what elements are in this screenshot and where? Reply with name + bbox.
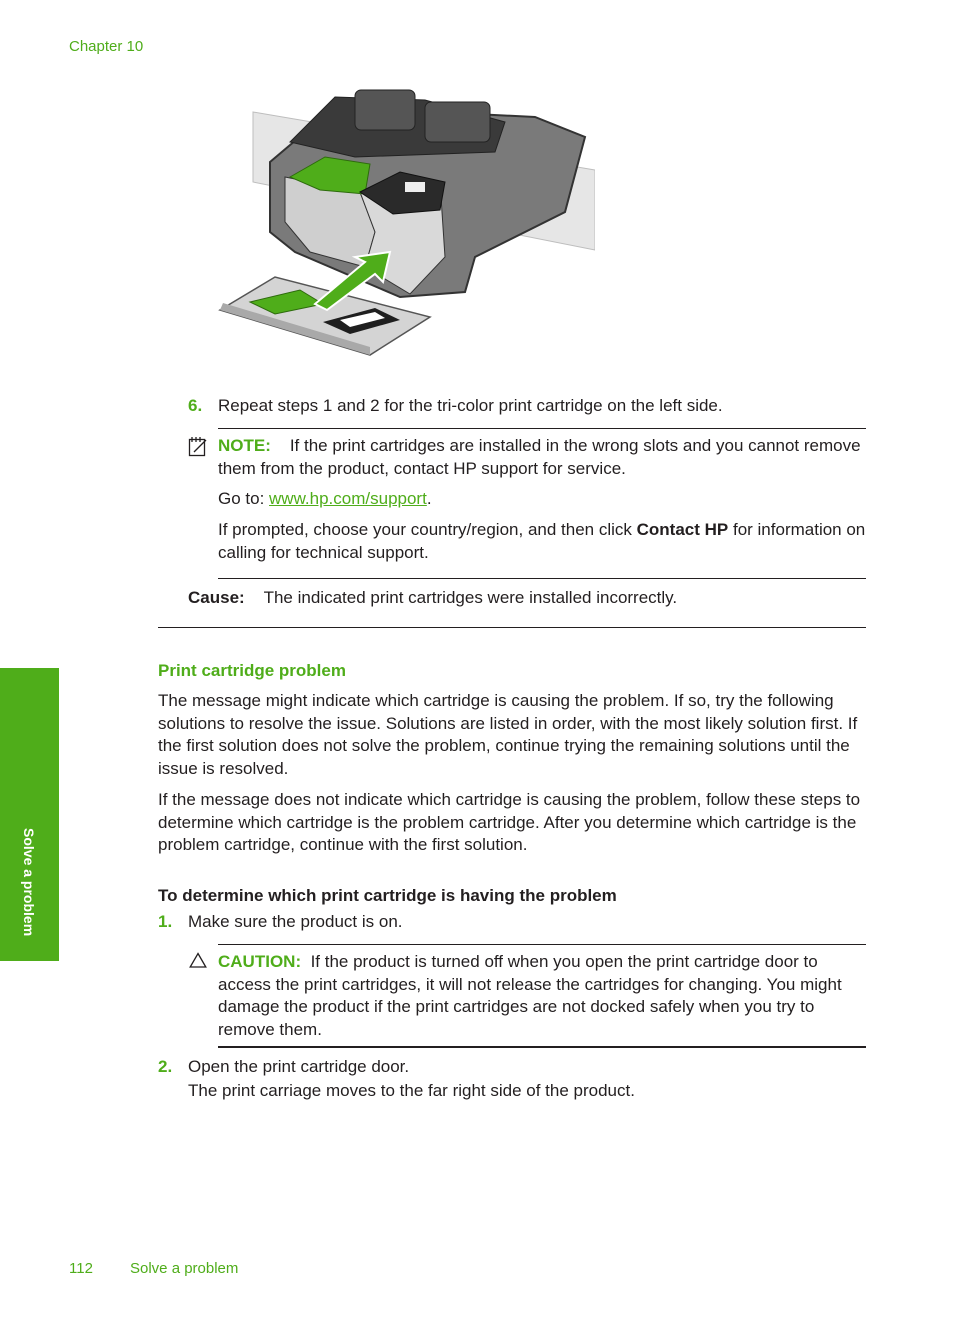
section-paragraph-2: If the message does not indicate which cartridge is causing the problem, follow these steps to determine which cartridge is the problem cartridge. After you determine which cartridge is the problem cartridge, continue with the first solution.	[158, 790, 861, 854]
procedure-title: To determine which print cartridge is having the problem	[158, 886, 617, 905]
note-icon	[188, 436, 208, 458]
caution-bottom-rule	[218, 1046, 866, 1048]
step-number: 6.	[188, 396, 203, 415]
step-1-number: 1.	[158, 912, 173, 931]
note-text: If the print cartridges are installed in the wrong slots and you cannot remove them from the product, contact HP support for service.	[218, 436, 861, 478]
footer-title: Solve a problem	[130, 1260, 239, 1277]
step-2-text: Open the print cartridge door.	[188, 1057, 410, 1076]
caution-top-rule	[218, 944, 866, 945]
cause-text: The indicated print cartridges were installed incorrectly.	[263, 588, 678, 607]
prompted-prefix: If prompted, choose your country/region, and then click	[218, 520, 637, 539]
caution-label: CAUTION:	[218, 952, 302, 971]
caution-triangle-icon	[189, 952, 207, 968]
section-title: Print cartridge problem	[158, 661, 346, 680]
step-1-text: Make sure the product is on.	[188, 912, 403, 931]
caution-text: If the product is turned off when you open the print cartridge door to access the print cartridges, it will not release the cartridges for changing. You might damage the product if the print cartridges are not docked safely when you try to remove them.	[218, 952, 842, 1039]
cause-label: Cause:	[188, 588, 245, 607]
step-6-text: Repeat steps 1 and 2 for the tri-color print cartridge on the left side.	[218, 396, 723, 415]
goto-prefix: Go to:	[218, 489, 270, 508]
step-2-subtext: The print carriage moves to the far right side of the product.	[188, 1081, 635, 1100]
note-body	[218, 435, 868, 480]
prompted-suffix: for information on calling for technical support.	[218, 520, 866, 562]
contact-hp-label: Contact HP	[636, 520, 729, 539]
section-divider	[158, 627, 866, 628]
step-6	[188, 395, 202, 418]
print-cartridge-insertion-illustration	[215, 82, 595, 360]
note-prompted	[218, 519, 868, 564]
page-number: 112	[69, 1260, 93, 1277]
note-bottom-rule	[218, 578, 866, 579]
step-2-number: 2.	[158, 1057, 173, 1076]
chapter-header: Chapter 10	[69, 38, 144, 55]
cause-line	[188, 587, 868, 610]
side-tab-label: Solve a problem	[21, 828, 37, 937]
caution-body	[218, 951, 868, 1041]
section-paragraph-1: The message might indicate which cartridge is causing the problem. If so, try the following solutions to resolve the issue. Solutions are listed in order, with the most likely solution first. If the first solution does not solve the problem, continue trying the remaining solutions until the issue is resolved.	[158, 691, 858, 778]
goto-suffix: .	[426, 489, 432, 508]
note-label: NOTE:	[218, 436, 271, 455]
note-goto	[218, 488, 868, 511]
support-link[interactable]: www.hp.com/support	[269, 489, 427, 508]
note-top-rule	[218, 428, 866, 429]
